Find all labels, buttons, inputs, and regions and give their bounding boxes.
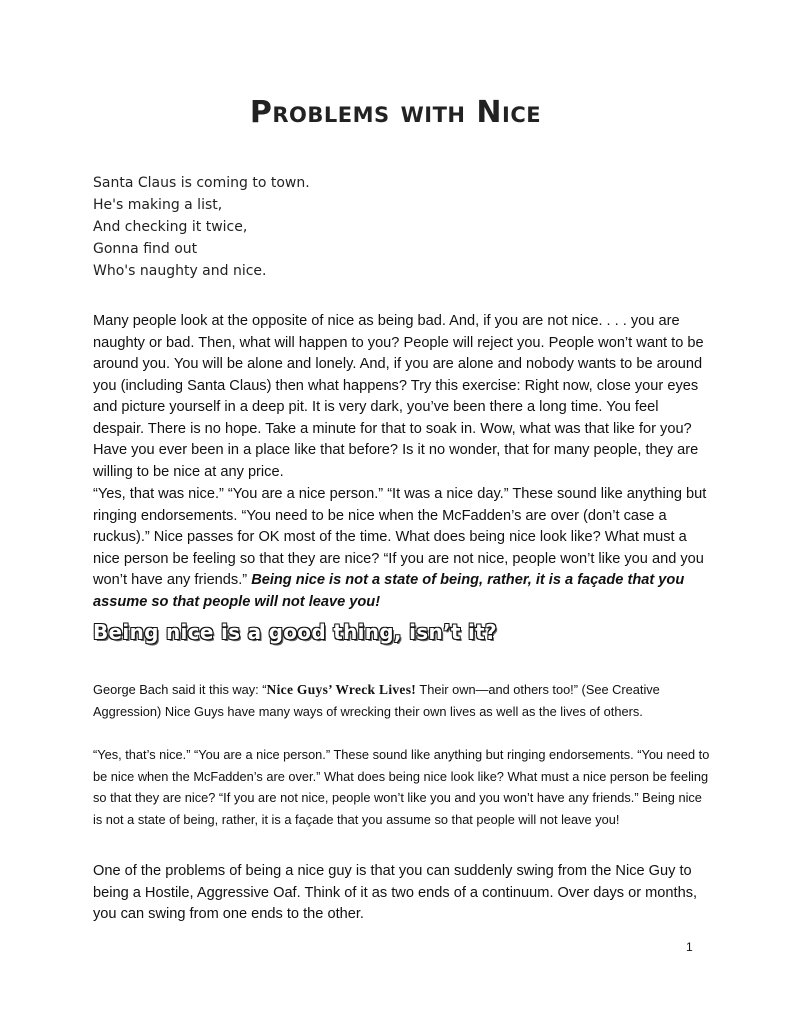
paragraph-opposite-of-nice: Many people look at the opposite of nice as being bad. And, if you are not nice. . . . you are naughty or bad. Then, what will happen to you? People will reject you. People won’t want to be around you. You will be alone and lonely. And, if you are alone and nobody wants to be around you (including Santa Claus) then what happens? Try this exercise: Right now, close your eyes and picture yourself in a deep pit. It is very dark, you’ve been there a long time. You feel despair. There is no hope. Take a minute for that to soak in. Wow, what was that like for you? Have you ever been in a place like that before? Is it no wonder, that for many people, they are willing to be nice at any price. — [93, 313, 704, 480]
quote-bold: Nice Guys’ Wreck Lives! — [266, 682, 417, 697]
section-heading: Being nice is a good thing, isn’t it? — [93, 620, 497, 644]
poem-line: And checking it twice, — [93, 219, 248, 235]
poem — [93, 172, 713, 282]
paragraph-text-start: George Bach said it this way: “ — [93, 682, 267, 697]
paragraph-text: “Yes, that was nice.” “You are a nice person.” “It was a nice day.” These sound like anything but ringing endorsements. “You need to be nice when the McFadden’s are over (don’t case a ruckus).” Nice passes for OK most of the time. What does being nice look like? What must a nice person be feeling so that they are nice? “If you are not nice, people won’t like you and you won’t have any friends.” — [93, 486, 707, 588]
page-number: 1 — [686, 940, 693, 954]
emphasis-text: Being nice is not a state of being, rather, it is a façade that you assume so that people will not leave you! — [93, 572, 685, 610]
paragraph-george-bach — [93, 679, 713, 722]
poem-line: Gonna find out — [93, 241, 198, 257]
poem-line: He's making a list, — [93, 197, 223, 213]
poem-line: Santa Claus is coming to town. — [93, 175, 310, 191]
paragraph-yes-that-was-nice — [93, 484, 713, 613]
poem-line: Who's naughty and nice. — [93, 263, 267, 279]
paragraph-text-end: Their own—and others too!” (See Creative Aggression) Nice Guys have many ways of wrecking their own lives as well as the lives of others. — [93, 682, 660, 719]
paragraph-nice-guy-swing: One of the problems of being a nice guy is that you can suddenly swing from the Nice Guy to being a Hostile, Aggressive Oaf. Think of it as two ends of a continuum. Over days or months, you can swing from one ends to the other. — [93, 863, 698, 922]
page-title: Problems with Nice — [249, 95, 542, 130]
paragraph-yes-thats-nice: “Yes, that’s nice.” “You are a nice person.” These sound like anything but ringing endorsements. “You need to be nice when the McFadden’s are over.” What does being nice look like? What must a nice person be feeling so that they are nice? “If you are not nice, people won’t like you and you won’t have any friends.” Being nice is not a state of being, rather, it is a façade that you assume so that people will not leave you! — [93, 747, 710, 827]
